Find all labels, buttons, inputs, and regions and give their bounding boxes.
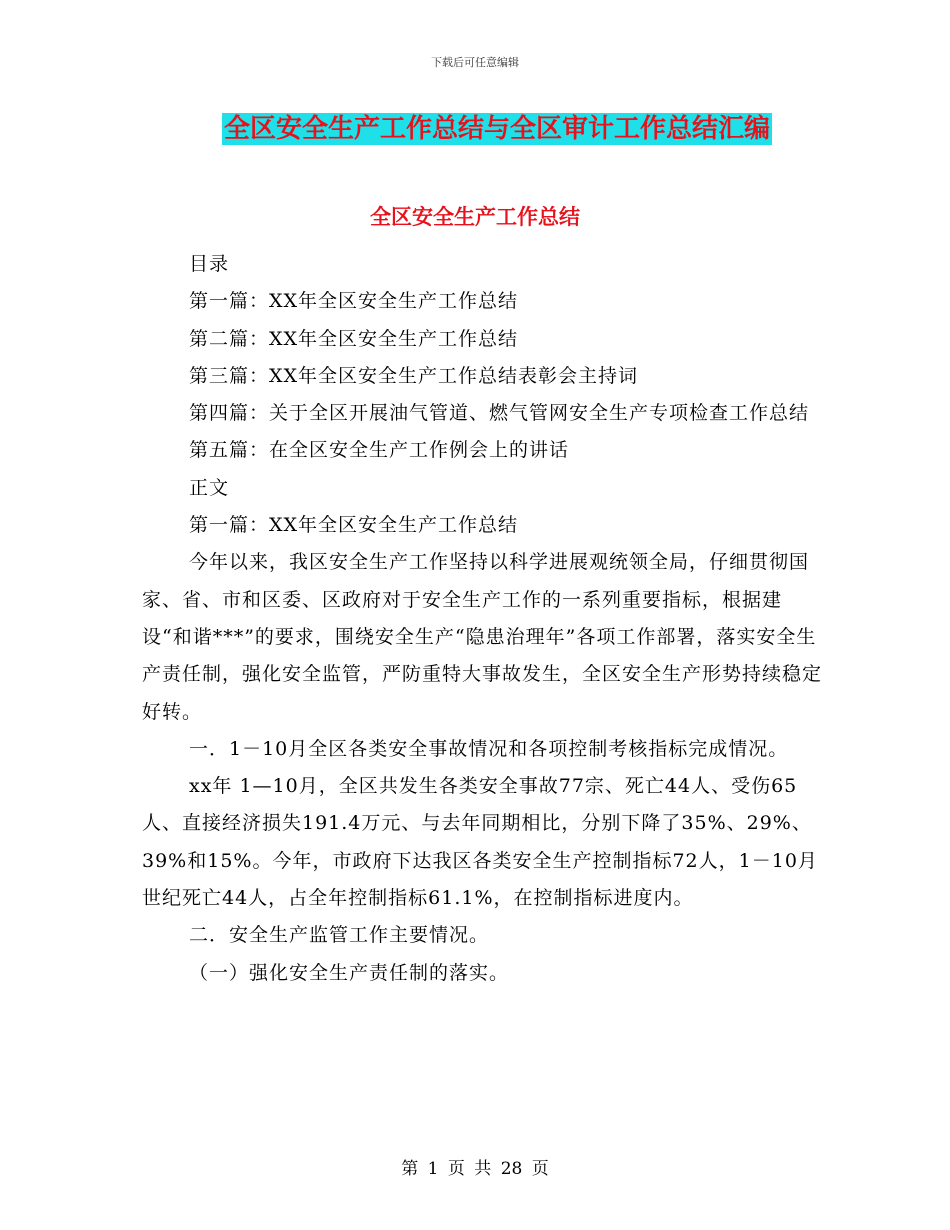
toc-item-2: 第二篇：XX年全区安全生产工作总结 [189,327,519,350]
toc-item-4: 第四篇：关于全区开展油气管道、燃气管网安全生产专项检查工作总结 [189,402,810,425]
document-body [142,246,832,992]
page-number-footer: 第 1 页 共 28 页 [401,1159,549,1179]
body-paragraph: xx年 1—10月，全区共发生各类安全事故77宗、死亡44人、受伤65人、直接经济损失191.4万元、与去年同期相比，分别下降了35%、29%、39%和15%。今年，市政府下达我区各类安全生产控制指标72人，1－10月世纪死亡44人，占全年控制指标61.1%，在控制指标进度内。 [142,775,818,910]
body-heading: 正文 [189,476,230,499]
chapter-heading: 第一篇：XX年全区安全生产工作总结 [189,514,519,537]
subsection-heading: （一）强化安全生产责任制的落实。 [189,961,510,984]
toc-heading: 目录 [189,253,230,275]
section-title: 全区安全生产工作总结 [370,205,580,229]
toc-item-1: 第一篇：XX年全区安全生产工作总结 [189,290,519,313]
section-heading-1: 一．1－10月全区各类安全事故情况和各项控制考核指标完成情况。 [189,737,789,760]
document-main-title: 全区安全生产工作总结与全区审计工作总结汇编 [223,114,770,144]
toc-item-3: 第三篇：XX年全区安全生产工作总结表彰会主持词 [189,364,639,387]
toc-item-5: 第五篇：在全区安全生产工作例会上的讲话 [189,439,570,462]
body-paragraph: 今年以来，我区安全生产工作坚持以科学进展观统领全局，仔细贯彻国家、省、市和区委、区政府对于安全生产工作的一系列重要指标，根据建设“和谐***”的要求，围绕安全生产“隐患治理年”各项工作部署，落实安全生产责任制，强化安全监管，严防重特大事故发生，全区安全生产形势持续稳定好转。 [142,551,823,723]
header-note: 下载后可任意编辑 [431,56,519,69]
section-heading-2: 二．安全生产监管工作主要情况。 [189,924,490,947]
main-title-wrap [0,113,950,145]
